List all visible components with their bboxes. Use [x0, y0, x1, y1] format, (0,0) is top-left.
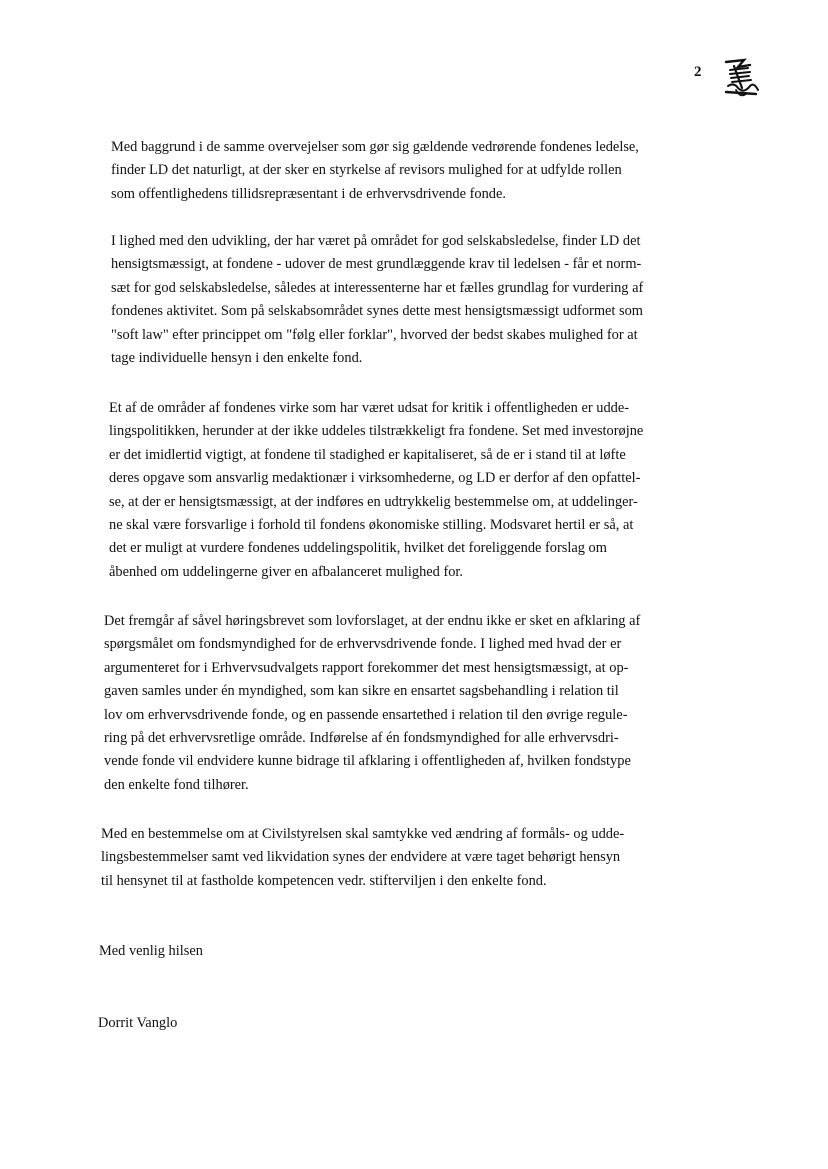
- text-line: er det imidlertid vigtigt, at fondene til stadighed er kapitaliseret, så de er i stand til at løfte: [109, 446, 626, 463]
- paragraph-selskabsledelse: [111, 230, 643, 370]
- text-line: den enkelte fond tilhører.: [104, 776, 249, 793]
- paragraph-civilstyrelsen: [101, 823, 624, 893]
- closing-greeting: Med venlig hilsen: [99, 943, 203, 959]
- text-line: fondenes aktivitet. Som på selskabsområdet synes dette mest hensigtsmæssigt udformet som: [111, 303, 643, 320]
- text-line: gaven samles under én myndighed, som kan sikre en ensartet sagsbehandling i relation til: [104, 683, 619, 700]
- text-line: som offentlighedens tillidsrepræsentant i de erhvervsdrivende fonde.: [111, 185, 506, 202]
- text-line: sæt for god selskabsledelse, således at interessenterne har et fælles grundlag for vurdering af: [111, 279, 644, 296]
- text-line: lingspolitikken, herunder at der ikke uddeles tilstrækkeligt fra fondene. Set med investorøjne: [109, 423, 644, 440]
- text-line: lov om erhvervsdrivende fonde, og en passende ensartethed i relation til den øvrige regule-: [104, 706, 628, 723]
- text-line: det er muligt at vurdere fondenes uddelingspolitik, hvilket det foreliggende forslag om: [109, 540, 607, 557]
- signature-name: Dorrit Vanglo: [98, 1015, 178, 1031]
- text-line: argumenteret for i Erhvervsudvalgets rapport forekommer det mest hensigtsmæssigt, at op-: [104, 659, 629, 676]
- text-line: ring på det erhvervsretlige område. Indførelse af én fondsmyndighed for alle erhvervsdri-: [104, 730, 619, 747]
- text-line: Med en bestemmelse om at Civilstyrelsen skal samtykke ved ændring af formåls- og udde-: [101, 826, 625, 842]
- text-line: åbenhed om uddelingerne giver en afbalanceret mulighed for.: [109, 563, 464, 580]
- text-line: "soft law" efter princippet om "følg eller forklar", hvorved der bedst skabes mulighed for at: [111, 326, 638, 343]
- text-line: se, at der er hensigtsmæssigt, at der indføres en udtrykkelig bestemmelse om, at uddelinger-: [109, 493, 638, 510]
- text-line: Et af de områder af fondenes virke som har været udsat for kritik i offentligheden er udde-: [109, 400, 630, 416]
- text-line: Det fremgår af såvel høringsbrevet som lovforslaget, at der endnu ikke er sket en afklaring af: [104, 613, 641, 629]
- text-line: Med baggrund i de samme overvejelser som gør sig gældende vedrørende fondenes ledelse,: [111, 139, 639, 155]
- text-line: til hensynet til at fastholde kompetencen vedr. stifterviljen i den enkelte fond.: [101, 872, 547, 889]
- text-line: ne skal være forsvarlige i forhold til fondens økonomiske stilling. Modsvaret hertil er så, at: [109, 517, 634, 534]
- text-line: spørgsmålet om fondsmyndighed for de erhvervsdrivende fonde. I lighed med hvad der er: [104, 636, 622, 653]
- text-line: vende fonde vil endvidere kunne bidrage til afklaring i offentligheden af, hvilken fondstype: [104, 753, 631, 770]
- paragraph-revisor: [111, 136, 639, 206]
- text-line: hensigtsmæssigt, at fondene - udover de mest grundlæggende krav til ledelsen - får et norm-: [111, 256, 642, 273]
- paragraph-uddelingspolitik: [109, 397, 643, 584]
- text-line: I lighed med den udvikling, der har været på området for god selskabsledelse, finder LD det: [111, 233, 641, 249]
- text-line: lingsbestemmelser samt ved likvidation synes der endvidere at være taget behørigt hensyn: [101, 849, 621, 866]
- text-line: finder LD det naturligt, at der sker en styrkelse af revisors mulighed for at udfylde rollen: [111, 162, 622, 179]
- initials-stamp-icon: [720, 58, 762, 100]
- page-number: 2: [694, 64, 702, 80]
- paragraph-fondsmyndighed: [104, 610, 640, 797]
- text-line: deres opgave som ansvarlig medaktionær i virksomhederne, og LD er derfor af den opfattel-: [109, 470, 641, 487]
- text-line: tage individuelle hensyn i den enkelte fond.: [111, 350, 363, 367]
